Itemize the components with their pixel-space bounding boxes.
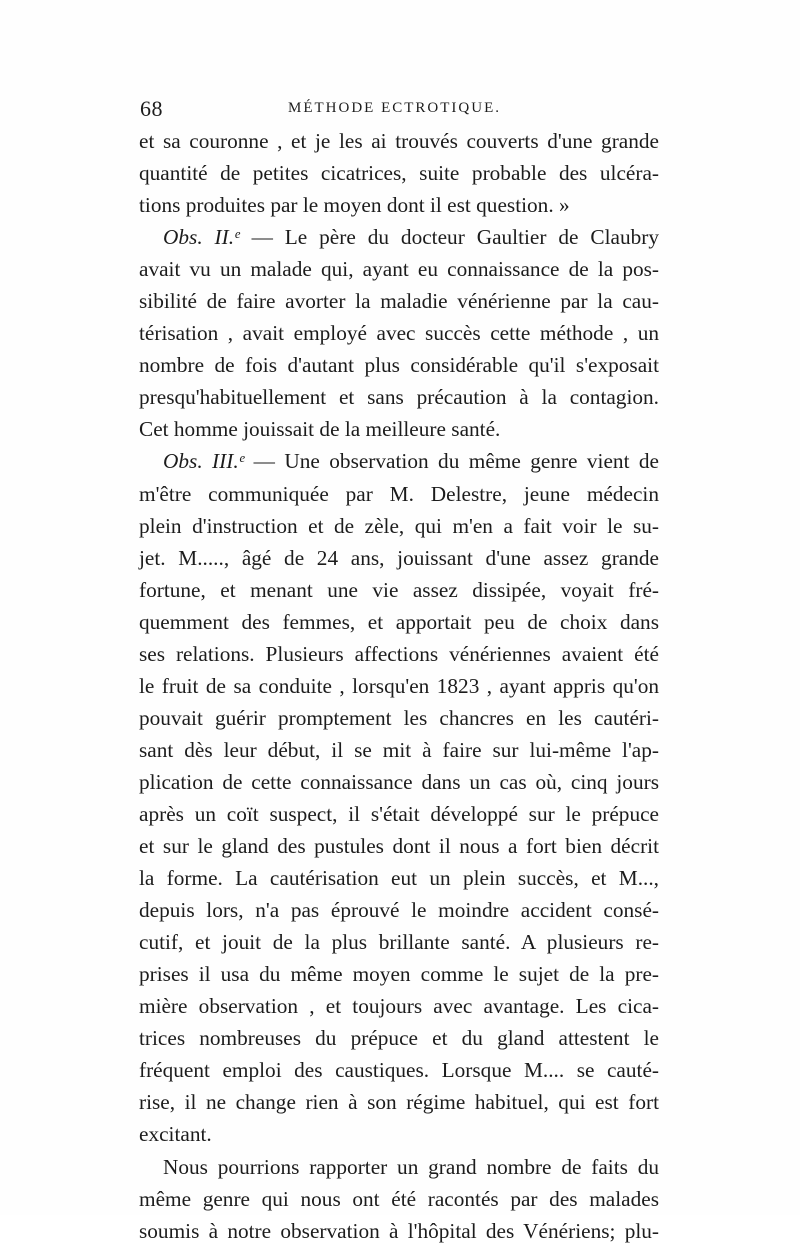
text-line: plein d'instruction et de zèle, qui m'en a fait voir le su- <box>139 513 659 538</box>
observation-label: Obs. II.ᵉ <box>163 225 240 250</box>
text-line: tions produites par le moyen dont il est question. » <box>139 193 570 218</box>
text-line: soumis à notre observation à l'hôpital des Vénériens; plu- <box>139 1218 659 1243</box>
observation-3-first-line <box>139 445 659 477</box>
page-number: 68 <box>140 96 163 121</box>
text-line: rise, il ne change rien à son régime habituel, qui est fort <box>139 1090 659 1115</box>
text-line: presqu'habituellement et sans précaution à la contagion. <box>139 385 659 410</box>
text-line: m'être communiquée par M. Delestre, jeune médecin <box>139 481 659 506</box>
body-text <box>139 125 659 1247</box>
text-line: avait vu un malade qui, ayant eu connaissance de la pos- <box>139 257 659 282</box>
running-header <box>140 96 660 122</box>
text-line: sibilité de faire avorter la maladie vénérienne par la cau- <box>139 289 659 314</box>
text-line: Cet homme jouissait de la meilleure santé. <box>139 417 501 442</box>
text-line: excitant. <box>139 1122 212 1147</box>
observation-2-first-line <box>139 221 659 253</box>
text-line: après un coït suspect, il s'était développé sur le prépuce <box>139 801 659 826</box>
text-line: — Une observation du même genre vient de <box>253 449 659 474</box>
text-line: térisation , avait employé avec succès cette méthode , un <box>139 321 659 346</box>
text-line: nombre de fois d'autant plus considérable qu'il s'exposait <box>139 353 659 378</box>
text-line: Nous pourrions rapporter un grand nombre de faits du <box>163 1154 659 1179</box>
text-line: et sa couronne , et je les ai trouvés couverts d'une grande <box>139 129 659 153</box>
text-line: ses relations. Plusieurs affections vénériennes avaient été <box>139 641 659 666</box>
text-line: pouvait guérir promptement les chancres en les cautéri- <box>139 705 659 730</box>
text-line: fréquent emploi des caustiques. Lorsque M.... se cauté- <box>139 1058 659 1083</box>
text-line: quemment des femmes, et apportait peu de choix dans <box>139 609 659 634</box>
text-line: la forme. La cautérisation eut un plein succès, et M..., <box>139 866 659 891</box>
observation-label: Obs. III.ᵉ <box>163 449 245 474</box>
text-line: depuis lors, n'a pas éprouvé le moindre accident consé- <box>139 898 659 923</box>
text-line: même genre qui nous ont été racontés par des malades <box>139 1186 659 1211</box>
text-line: jet. M....., âgé de 24 ans, jouissant d'une assez grande <box>139 545 659 570</box>
text-line: prises il usa du même moyen comme le sujet de la pre- <box>139 962 659 987</box>
text-line: — Le père du docteur Gaultier de Claubry <box>251 225 660 250</box>
text-line: plication de cette connaissance dans un cas où, cinq jours <box>139 769 659 794</box>
text-line: quantité de petites cicatrices, suite probable des ulcéra- <box>139 161 659 186</box>
text-line: et sur le gland des pustules dont il nous a fort bien décrit <box>139 834 659 859</box>
text-line: fortune, et menant une vie assez dissipée, voyait fré- <box>139 577 659 602</box>
text-line: mière observation , et toujours avec avantage. Les cica- <box>139 994 659 1019</box>
text-line: trices nombreuses du prépuce et du gland attestent le <box>139 1026 659 1051</box>
text-line: sant dès leur début, il se mit à faire sur lui-même l'ap- <box>139 737 659 762</box>
running-title: MÉTHODE ECTROTIQUE. <box>288 100 501 116</box>
text-line: cutif, et jouit de la plus brillante santé. A plusieurs re- <box>139 930 659 955</box>
text-line: le fruit de sa conduite , lorsqu'en 1823 , ayant appris qu'on <box>139 673 659 698</box>
